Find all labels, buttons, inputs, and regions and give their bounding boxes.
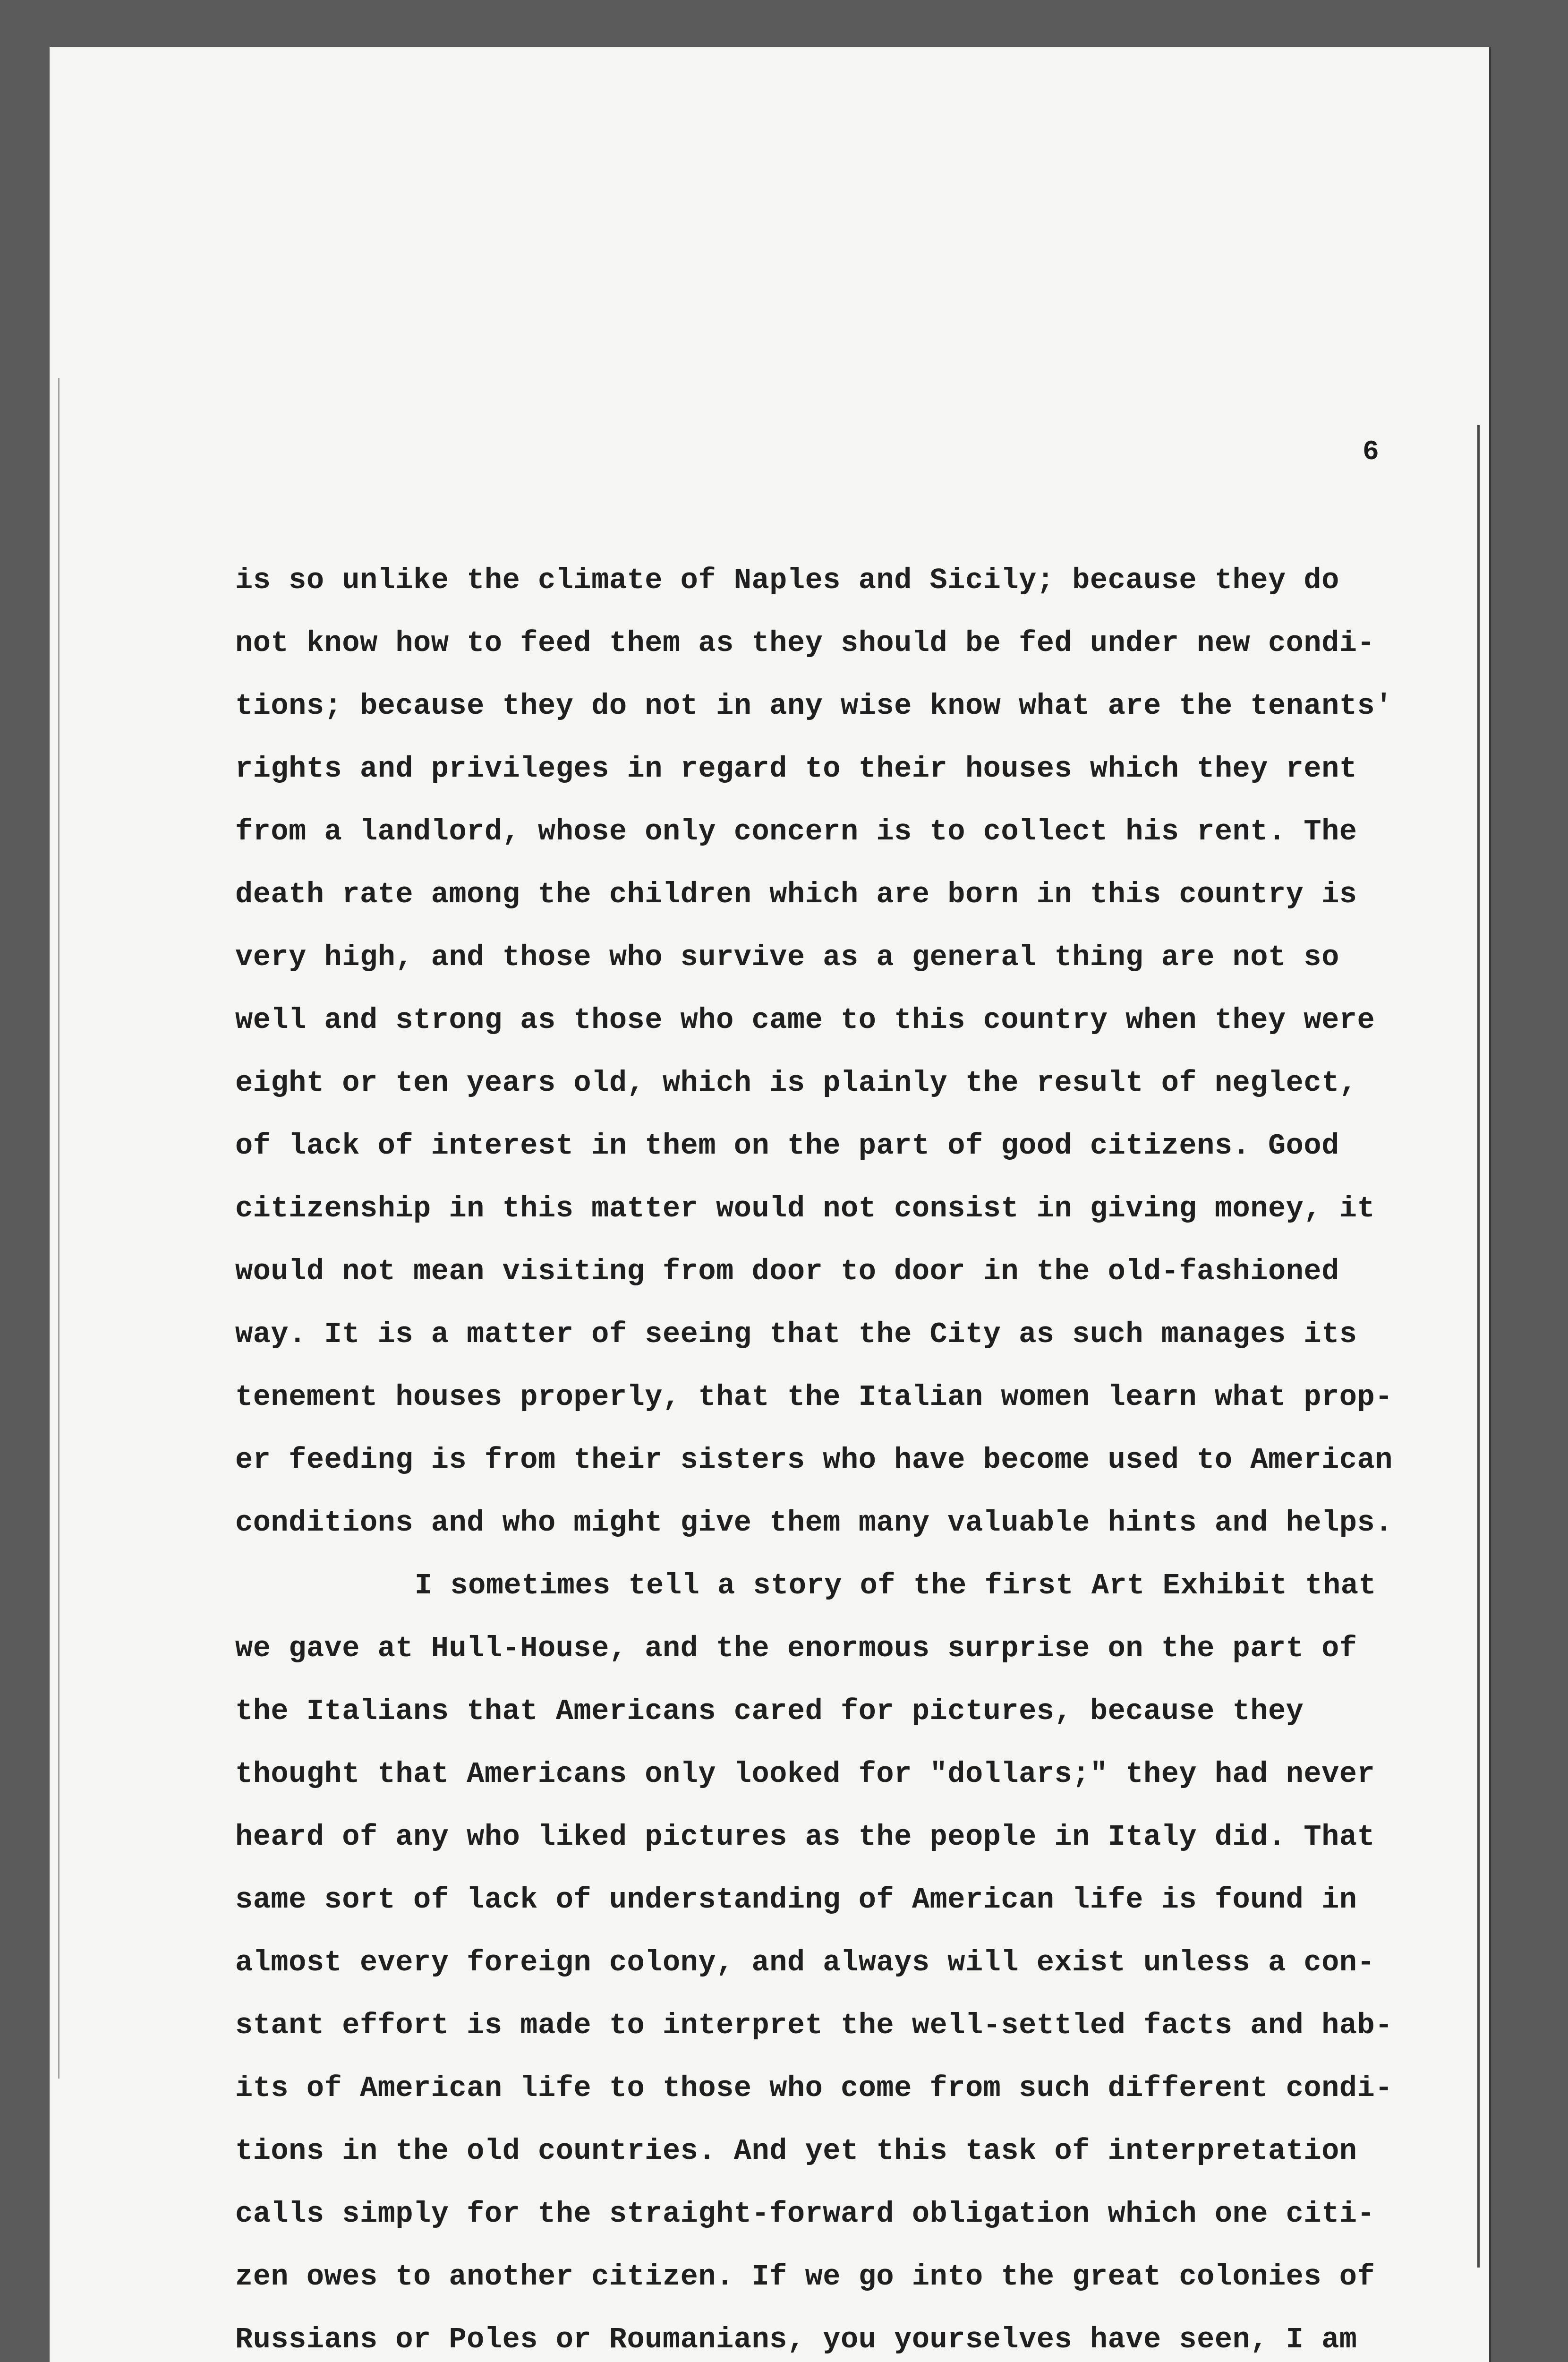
body-text xyxy=(235,549,1402,2362)
text-line: very high, and those who survive as a general thing are not so xyxy=(235,941,1339,974)
text-line: tions in the old countries. And yet this task of interpretation xyxy=(235,2134,1357,2168)
text-line: tenement houses properly, that the Italian women learn what prop- xyxy=(235,1380,1393,1414)
page-right-edge xyxy=(1477,425,1480,2268)
text-line: same sort of lack of understanding of American life is found in xyxy=(235,1883,1357,1917)
text-line: well and strong as those who came to this country when they were xyxy=(235,1003,1375,1037)
page-left-edge xyxy=(58,378,60,2079)
text-line: almost every foreign colony, and always will exist unless a con- xyxy=(235,1946,1375,1979)
text-line: of lack of interest in them on the part of good citizens. Good xyxy=(235,1129,1339,1163)
text-line: I sometimes tell a story of the first Art Exhibit that xyxy=(415,1569,1377,1602)
text-line: citizenship in this matter would not consist in giving money, it xyxy=(235,1192,1375,1225)
text-line: eight or ten years old, which is plainly the result of neglect, xyxy=(235,1066,1357,1100)
text-line: the Italians that Americans cared for pictures, because they xyxy=(235,1694,1304,1728)
text-line: tions; because they do not in any wise know what are the tenants' xyxy=(235,689,1393,723)
text-line: calls simply for the straight-forward obligation which one citi- xyxy=(235,2197,1375,2231)
text-line: would not mean visiting from door to door in the old-fashioned xyxy=(235,1255,1339,1288)
text-line: thought that Americans only looked for "dollars;" they had never xyxy=(235,1757,1375,1791)
text-line: conditions and who might give them many valuable hints and helps. xyxy=(235,1506,1393,1540)
page-number: 6 xyxy=(1363,437,1379,468)
text-line: zen owes to another citizen. If we go into the great colonies of xyxy=(235,2260,1375,2294)
text-line: er feeding is from their sisters who have become used to American xyxy=(235,1443,1393,1477)
text-line: is so unlike the climate of Naples and Sicily; because they do xyxy=(235,564,1339,597)
text-line: stant effort is made to interpret the well-settled facts and hab- xyxy=(235,2009,1393,2042)
text-line: heard of any who liked pictures as the people in Italy did. That xyxy=(235,1820,1375,1854)
text-line: way. It is a matter of seeing that the City as such manages its xyxy=(235,1318,1357,1351)
text-line: we gave at Hull-House, and the enormous surprise on the part of xyxy=(235,1632,1357,1665)
text-line: its of American life to those who come from such different condi- xyxy=(235,2071,1393,2105)
text-line: rights and privileges in regard to their houses which they rent xyxy=(235,752,1357,786)
text-line: from a landlord, whose only concern is to collect his rent. The xyxy=(235,815,1357,848)
text-line: death rate among the children which are born in this country is xyxy=(235,878,1357,911)
text-line: not know how to feed them as they should be fed under new condi- xyxy=(235,626,1375,660)
text-line: Russians or Poles or Roumanians, you yourselves have seen, I am xyxy=(235,2323,1357,2356)
